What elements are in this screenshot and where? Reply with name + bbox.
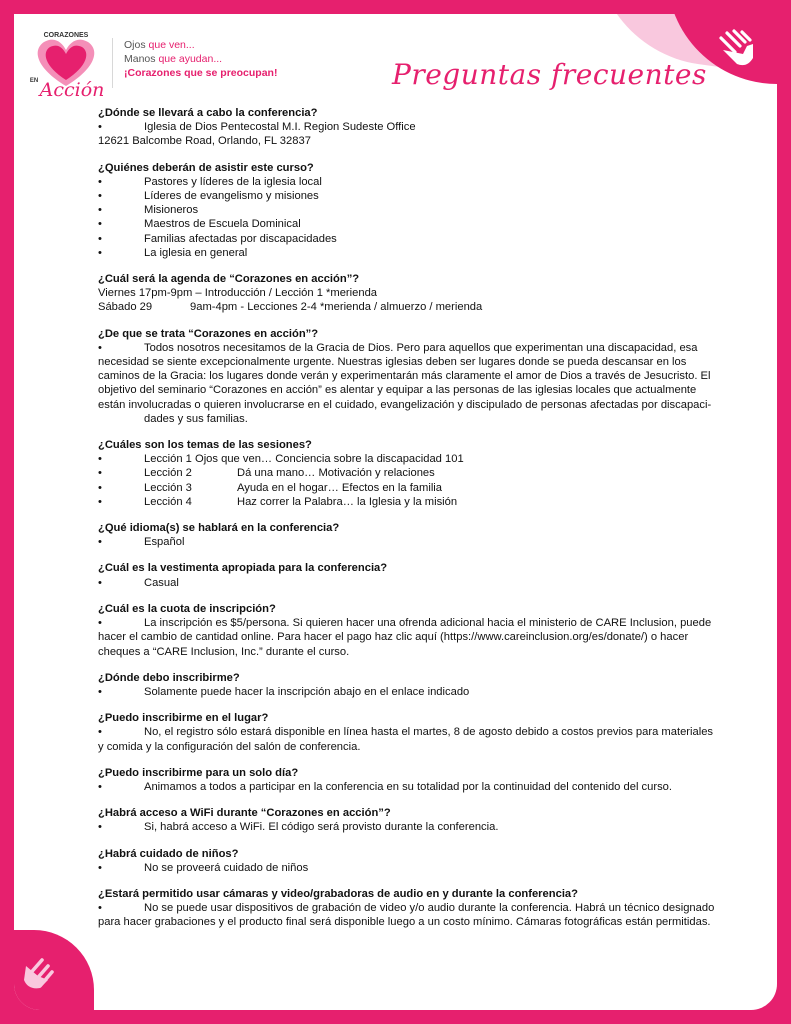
- answer-paragraph: • Todos nosotros necesitamos de la Gracia de Dios. Pero para aquellos que experimentan una discapacidad, esa necesidad se siente excepcionalmente urgente. Nuestras iglesias deben ser lugares donde se pueda descansar en los caminos de la Gracia: los lugares donde verán y experimentarán más claramente el amor de Dios a través de Jesucristo. El objetivo del seminario “Corazones en acción” es alentar y equipar a las personas de las iglesias locales que actualmente están involucradas o quieren involucrarse en el cuidado, evangelización y discipulado de personas afectadas por discapaci- dades y sus familias.: [98, 341, 718, 426]
- tagline-l1-b: que ven...: [148, 39, 195, 51]
- agenda-line: Viernes 17pm-9pm – Introducción / Lección 1 *merienda: [98, 287, 378, 300]
- question: ¿De que se trata “Corazones en acción”?: [98, 327, 319, 340]
- list-item: • Líderes de evangelismo y misiones: [98, 189, 718, 203]
- page: [14, 14, 777, 1010]
- list-item: • Familias afectadas por discapacidades: [98, 232, 718, 246]
- answer-paragraph: • La inscripción es $5/persona. Si quieren hacer una ofrenda adicional hacia el ministerio de CARE Inclusion, puede hacer el cambio de cantidad online. Para hacer el pago haz clic aquí (https://www.careinclusion.org/es/donate/) o hacer cheques a “CARE Inclusion, Inc.” durante el curso.: [98, 617, 712, 658]
- list-item: • Misioneros: [98, 203, 718, 217]
- answer-text: 12621 Balcombe Road, Orlando, FL 32837: [98, 135, 311, 148]
- list-item: • La iglesia en general: [98, 246, 718, 260]
- question: ¿Dónde debo inscribirme?: [98, 671, 240, 684]
- answer-bullet: • Si, habrá acceso a WiFi. El código será provisto durante la conferencia.: [98, 820, 718, 834]
- hand-icon: [18, 946, 68, 992]
- agenda-day: Sábado 29: [98, 301, 153, 314]
- answer-text: La inscripción es $5/persona. Si quieren hacer una ofrenda adicional hacia el ministerio de CARE Inclusion, puede hacer el cambio de cantidad online. Para hacer el pago haz clic aquí (https://www.careinclusion.org/es/donate/) o hacer cheques a “CARE Inclusion, Inc.” durante el curso.: [98, 617, 712, 658]
- tagline: [124, 38, 277, 80]
- question: ¿Puedo inscribirme para un solo día?: [98, 766, 299, 779]
- question: ¿Habrá acceso a WiFi durante “Corazones en acción”?: [98, 807, 391, 820]
- tagline-l3: ¡Corazones que se preocupan!: [124, 67, 278, 79]
- session-topic: Haz correr la Palabra… la Iglesia y la misión: [237, 495, 458, 508]
- session-label: Lección 3: [144, 481, 192, 494]
- answer-text: No, el registro sólo estará disponible en línea hasta el martes, 8 de agosto debido a costos previos para materiales y comida y la configuración del salón de conferencia.: [98, 726, 714, 753]
- session-label: Lección 2: [144, 467, 192, 480]
- answer-bullet: • Solamente puede hacer la inscripción abajo en el enlace indicado: [98, 685, 718, 699]
- list-item: [98, 481, 718, 495]
- logo-top-text: CORAZONES: [43, 32, 89, 39]
- tagline-l2-b: que ayudan...: [158, 53, 223, 65]
- answer-text: Todos nosotros necesitamos de la Gracia de Dios. Pero para aquellos que experimentan una discapacidad, esa necesidad se siente excepcionalmente urgente. Nuestras iglesias deben ser lugares donde se pueda descansar en los caminos de la Gracia: los lugares donde verán y experimentarán más claramente el amor de Dios a través de Jesucristo. El objetivo del seminario “Corazones en acción” es alentar y equipar a las personas de las iglesias locales que actualmente están involucradas o quieren involucrarse en el cuidado, evangelización y discipulado de personas afectadas por discapaci-: [98, 341, 712, 411]
- session-label: Lección 4: [144, 495, 192, 508]
- list-item: • Lección 1 Ojos que ven… Conciencia sobre la discapacidad 101: [98, 452, 718, 466]
- logo-middle-text: EN: [29, 78, 39, 84]
- question: ¿Cuál es la cuota de inscripción?: [98, 602, 276, 615]
- page-title: Preguntas frecuentes: [392, 58, 707, 91]
- session-topic: Dá una mano… Motivación y relaciones: [237, 467, 435, 480]
- tagline-l2-a: Manos: [124, 53, 159, 65]
- answer-bullet: • Casual: [98, 576, 718, 590]
- list-item: [98, 495, 718, 509]
- question: ¿Qué idioma(s) se hablará en la conferencia?: [98, 522, 340, 535]
- question: ¿Habrá cuidado de niños?: [98, 847, 239, 860]
- logo-script-text: Acción: [39, 79, 105, 101]
- list-item: • Pastores y líderes de la iglesia local: [98, 175, 718, 189]
- answer-bullet: • No se proveerá cuidado de niños: [98, 861, 718, 875]
- agenda-detail: 9am-4pm - Lecciones 2-4 *merienda / almuerzo / merienda: [190, 301, 483, 314]
- question: ¿Puedo inscribirme en el lugar?: [98, 712, 269, 725]
- answer-paragraph: • No, el registro sólo estará disponible en línea hasta el martes, 8 de agosto debido a costos previos para materiales y comida y la configuración del salón de conferencia.: [98, 726, 714, 753]
- answer-bullet: • Iglesia de Dios Pentecostal M.I. Region Sudeste Office: [98, 120, 718, 134]
- answer-text: No se puede usar dispositivos de grabación de video y/o audio durante la conferencia. Habrá un técnico designado para hacer grabaciones y el producto final será disponible luego a un costo mínimo. Cámaras fotográficas están permitidas.: [98, 902, 715, 929]
- list-item: • Maestros de Escuela Dominical: [98, 217, 718, 231]
- session-topic: Ayuda en el hogar… Efectos en la familia: [237, 481, 443, 494]
- tagline-l1-a: Ojos: [124, 39, 149, 51]
- question: ¿Cuál será la agenda de “Corazones en acción”?: [98, 273, 360, 286]
- question: ¿Cuál es la vestimenta apropiada para la conferencia?: [98, 562, 388, 575]
- agenda-line: [98, 300, 718, 314]
- question: ¿Estará permitido usar cámaras y video/grabadoras de audio en y durante la conferencia?: [98, 887, 578, 900]
- logo-divider: [112, 38, 113, 88]
- faq-list: [98, 106, 718, 930]
- answer-paragraph: • No se puede usar dispositivos de grabación de video y/o audio durante la conferencia. Habrá un técnico designado para hacer grabaciones y el producto final será disponible luego a un costo mínimo. Cámaras fotográficas están permitidas.: [98, 902, 715, 929]
- list-item: [98, 466, 718, 480]
- question: ¿Cuáles son los temas de las sesiones?: [98, 439, 312, 452]
- answer-bullet: • Español: [98, 535, 718, 549]
- logo: [18, 24, 114, 104]
- answer-bullet: • Animamos a todos a participar en la conferencia en su totalidad por la continuidad del contenido del curso.: [98, 780, 718, 794]
- answer-text-end: dades y sus familias.: [144, 412, 248, 425]
- question: ¿Dónde se llevará a cabo la conferencia?: [98, 107, 318, 119]
- heart-logo-icon: [18, 24, 114, 104]
- hand-icon: [713, 28, 759, 70]
- question: ¿Quiénes deberán de asistir este curso?: [98, 161, 314, 174]
